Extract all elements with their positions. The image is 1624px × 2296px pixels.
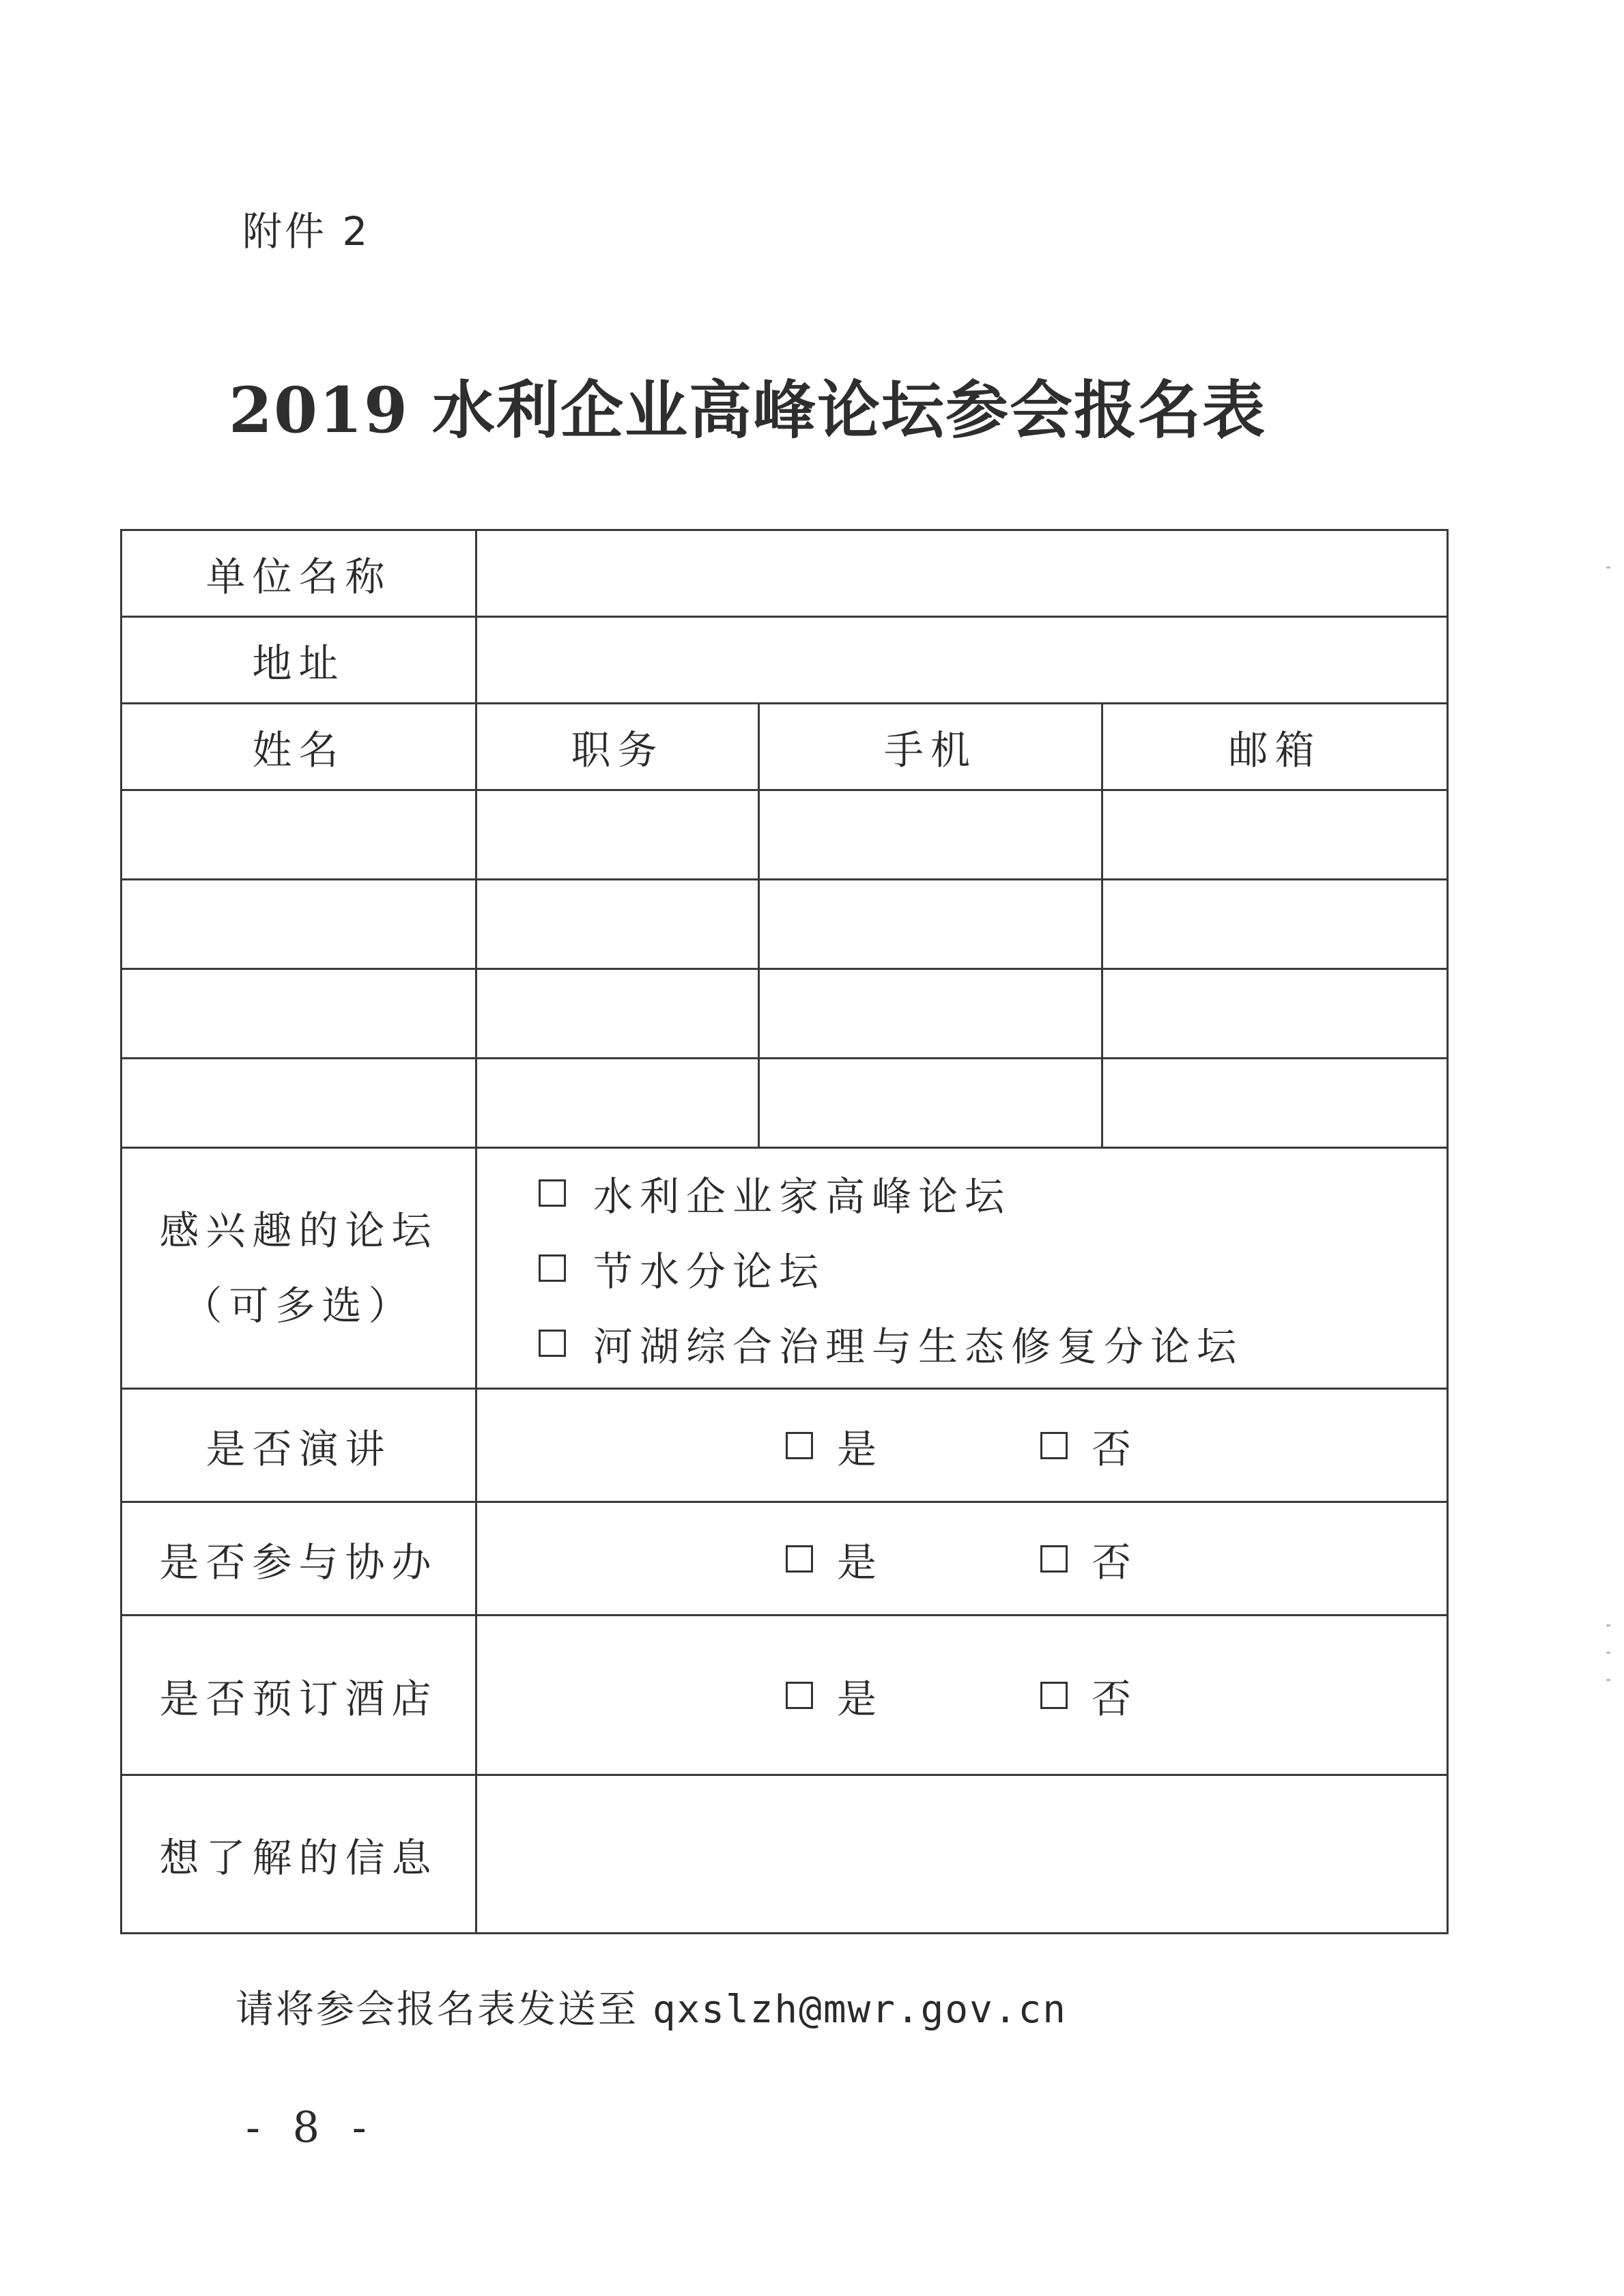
checkbox-icon[interactable] [539, 1179, 566, 1207]
yes-label: 是 [836, 1675, 883, 1722]
info-row [122, 1775, 1448, 1934]
scan-mark [1606, 1679, 1610, 1681]
forum-option-entrepreneur[interactable] [539, 1156, 1447, 1231]
no-label: 否 [1092, 1675, 1139, 1722]
attendee-row [122, 790, 1448, 880]
checkbox-icon[interactable] [786, 1682, 813, 1709]
attendee-position-field[interactable] [476, 880, 759, 969]
attendee-email-field[interactable] [1102, 1059, 1448, 1148]
attendee-email-field[interactable] [1102, 880, 1448, 969]
attendee-position-field[interactable] [476, 969, 759, 1059]
attendee-row [122, 969, 1448, 1059]
forum-option-label: 节水分论坛 [593, 1248, 826, 1295]
attachment-label: 附件 2 [242, 208, 371, 255]
attendee-name-field[interactable] [122, 1059, 476, 1148]
scan-mark [1606, 566, 1610, 569]
checkbox-icon[interactable] [1040, 1432, 1068, 1459]
attendee-name-field[interactable] [122, 790, 476, 880]
speech-yes-option[interactable] [786, 1417, 883, 1474]
checkbox-icon[interactable] [786, 1545, 813, 1573]
attendee-row [122, 1059, 1448, 1148]
forum-option-label: 水利企业家高峰论坛 [593, 1173, 1012, 1220]
document-title: 2019 水利企业高峰论坛参会报名表 [228, 373, 1267, 447]
speech-no-option[interactable] [1040, 1417, 1138, 1474]
unit-name-field[interactable] [476, 530, 1448, 617]
attendee-row [122, 880, 1448, 969]
unit-name-label: 单位名称 [122, 530, 476, 617]
scan-mark [1606, 1624, 1610, 1626]
column-header-email: 邮箱 [1102, 704, 1448, 790]
checkbox-icon[interactable] [1040, 1682, 1068, 1709]
attendee-mobile-field[interactable] [759, 790, 1102, 880]
forum-options [476, 1148, 1448, 1389]
column-header-name: 姓名 [122, 704, 476, 790]
speech-options [476, 1389, 1448, 1502]
address-row [122, 617, 1448, 704]
attendee-header-row [122, 704, 1448, 790]
yes-label: 是 [836, 1538, 883, 1585]
attendee-mobile-field[interactable] [759, 969, 1102, 1059]
no-label: 否 [1092, 1538, 1139, 1585]
attendee-mobile-field[interactable] [759, 1059, 1102, 1148]
co-organize-options [476, 1502, 1448, 1616]
co-organize-yes-option[interactable] [786, 1530, 883, 1588]
checkbox-icon[interactable] [1040, 1545, 1068, 1573]
address-label: 地址 [122, 617, 476, 704]
contact-email[interactable]: qxslzh@mwr.gov.cn [652, 1988, 1067, 2032]
speech-label: 是否演讲 [122, 1389, 476, 1502]
info-field[interactable] [476, 1775, 1448, 1934]
column-header-position: 职务 [476, 704, 759, 790]
hotel-options [476, 1616, 1448, 1775]
attendee-email-field[interactable] [1102, 790, 1448, 880]
attendee-email-field[interactable] [1102, 969, 1448, 1059]
forum-option-water-saving[interactable] [539, 1231, 1447, 1306]
scan-mark [1606, 1652, 1610, 1654]
yes-label: 是 [836, 1425, 883, 1472]
forum-multi-select-note: （可多选） [182, 1282, 415, 1329]
attendee-name-field[interactable] [122, 969, 476, 1059]
forum-interest-label: 感兴趣的论坛 [159, 1207, 438, 1254]
info-label: 想了解的信息 [122, 1775, 476, 1934]
checkbox-icon[interactable] [786, 1432, 813, 1459]
send-instruction [236, 1979, 1067, 2034]
co-organize-no-option[interactable] [1040, 1530, 1138, 1588]
send-instruction-text: 请将参会报名表发送至 [236, 1988, 638, 2032]
checkbox-icon[interactable] [539, 1330, 566, 1357]
forum-interest-row [122, 1148, 1448, 1389]
forum-interest-label-cell [122, 1148, 476, 1389]
co-organize-row [122, 1502, 1448, 1616]
hotel-label: 是否预订酒店 [122, 1616, 476, 1775]
attendee-mobile-field[interactable] [759, 880, 1102, 969]
column-header-mobile: 手机 [759, 704, 1102, 790]
address-field[interactable] [476, 617, 1448, 704]
no-label: 否 [1092, 1425, 1139, 1472]
hotel-row [122, 1616, 1448, 1775]
forum-option-label: 河湖综合治理与生态修复分论坛 [593, 1323, 1244, 1370]
attendee-position-field[interactable] [476, 1059, 759, 1148]
hotel-no-option[interactable] [1040, 1667, 1138, 1724]
unit-name-row [122, 530, 1448, 617]
checkbox-icon[interactable] [539, 1254, 566, 1282]
registration-form-table [120, 529, 1449, 1934]
attendee-name-field[interactable] [122, 880, 476, 969]
attendee-position-field[interactable] [476, 790, 759, 880]
co-organize-label: 是否参与协办 [122, 1502, 476, 1616]
forum-option-river-lake[interactable] [539, 1306, 1447, 1381]
hotel-yes-option[interactable] [786, 1667, 883, 1724]
speech-row [122, 1389, 1448, 1502]
page-number: - 8 - [246, 2102, 376, 2152]
